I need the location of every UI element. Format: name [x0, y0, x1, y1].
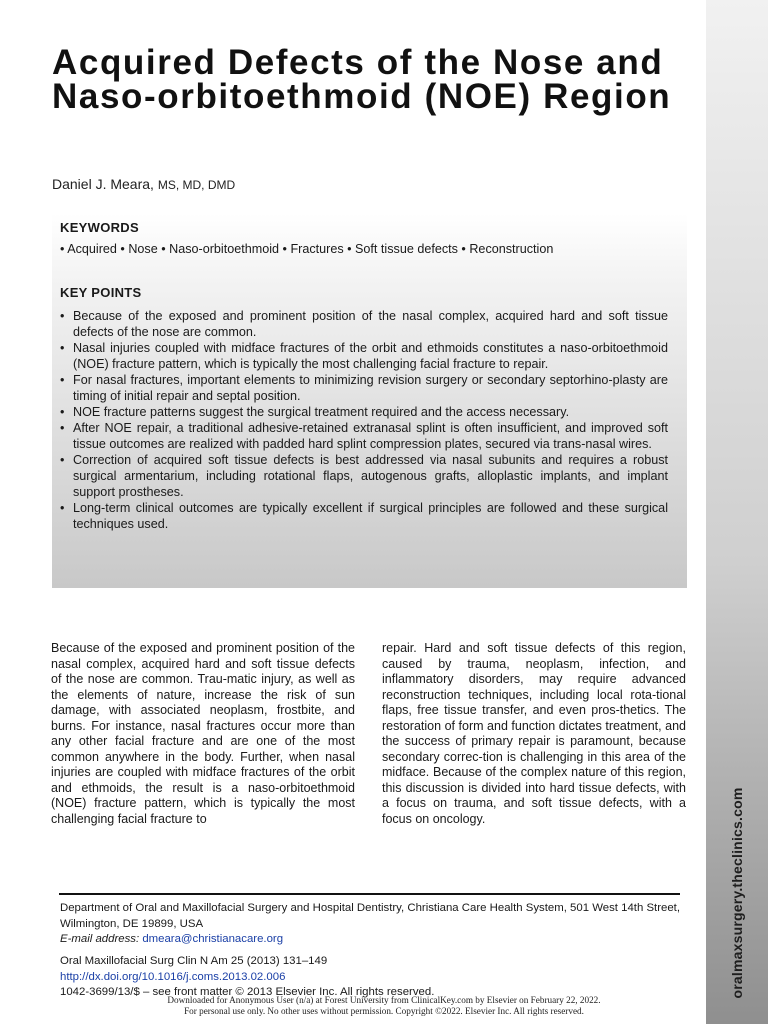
key-point: • After NOE repair, a traditional adhesive-retained extranasal splint is often insufficient, and improved soft tissue outcomes are realized with padded hard splint compression plates, secured via trans-nasal wires. [60, 420, 668, 452]
author-name: Daniel J. Meara, [52, 176, 154, 192]
author-degrees: MS, MD, DMD [157, 178, 236, 192]
rights-notice: 1042-3699/13/$ – see front matter © 2013 Elsevier Inc. All rights reserved. [60, 986, 435, 998]
keywords-heading: KEYWORDS [60, 220, 139, 235]
key-point: • For nasal fractures, important elements to minimizing revision surgery or secondary septorhino-plasty are timing of initial repair and septal position. [60, 372, 668, 404]
keywords-list: • Acquired • Nose • Naso-orbitoethmoid • Fractures • Soft tissue defects • Reconstruction [60, 242, 554, 256]
download-notice: Downloaded for Anonymous User (n/a) at Forest University from ClinicalKey.com by Elsevier on February 22, 2022. [167, 995, 601, 1005]
journal-citation: Oral Maxillofacial Surg Clin N Am 25 (2013) 131–149 [60, 955, 328, 967]
body-column-left: Because of the exposed and prominent position of the nasal complex, acquired hard and soft tissue defects of the nose are common. Trau-matic injury, as well as the elements of nature, increase the risk of sun damage, with associated neoplasm, frostbite, and burns. For instance, nasal fractures occur more than any other facial fracture and are one of the most common anywhere in the body. Further, when nasal injuries are coupled with midface fractures of the orbit and ethmoids, the result is a naso-orbitoethmoid (NOE) fracture pattern, which is typically the most challenging facial fracture to [51, 641, 355, 826]
key-point: • Nasal injuries coupled with midface fractures of the orbit and ethmoids constitutes a naso-orbitoethmoid (NOE) fracture pattern, which is typically the most challenging facial fracture to repair. [60, 340, 668, 372]
author-line [52, 176, 235, 192]
permission-notice: For personal use only. No other uses without permission. Copyright ©2022. Elsevier Inc. All rights reserved. [184, 1006, 584, 1016]
download-footer [0, 995, 768, 1017]
body-column-right: repair. Hard and soft tissue defects of this region, caused by trauma, neoplasm, infection, and inflammatory disorders, may require advanced reconstruction techniques, including local rota-tional flaps, free tissue transfer, and even pros-thetics. The restoration of form and function dictates treatment, and the success of primary repair is paramount, because secondary correc-tion is challenging in this area of the midface. Because of the complex nature of this region, this discussion is divided into hard tissue defects, with a focus on trauma, and soft tissue defects, with a focus on oncology. [382, 641, 686, 826]
key-point: • Because of the exposed and prominent position of the nasal complex, acquired hard and soft tissue defects of the nose are common. [60, 308, 668, 340]
affiliation [60, 901, 685, 948]
key-point: • NOE fracture patterns suggest the surgical treatment required and the access necessary. [60, 404, 668, 420]
doi-link[interactable]: http://dx.doi.org/10.1016/j.coms.2013.02.006 [60, 970, 286, 983]
citation-block [60, 954, 685, 1001]
key-points-list [60, 308, 668, 532]
footnote-divider [59, 893, 680, 895]
email-link[interactable]: dmeara@christianacare.org [142, 933, 284, 945]
key-points-heading: KEY POINTS [60, 285, 142, 300]
email-label: E-mail address: [60, 933, 140, 945]
article-title: Acquired Defects of the Nose and Naso-orbitoethmoid (NOE) Region [52, 43, 672, 116]
key-point: • Long-term clinical outcomes are typically excellent if surgical principles are followed and these surgical techniques used. [60, 500, 668, 532]
journal-url: oralmaxsurgery.theclinics.com [729, 787, 745, 999]
affiliation-text: Department of Oral and Maxillofacial Surgery and Hospital Dentistry, Christiana Care Health System, 501 West 14th Street, Wilmington, DE 19899, USA [60, 902, 681, 930]
key-point: • Correction of acquired soft tissue defects is best addressed via nasal subunits and requires a robust surgical armentarium, including rotational flaps, autogenous grafts, alloplastic implants, and implant support prostheses. [60, 452, 668, 500]
